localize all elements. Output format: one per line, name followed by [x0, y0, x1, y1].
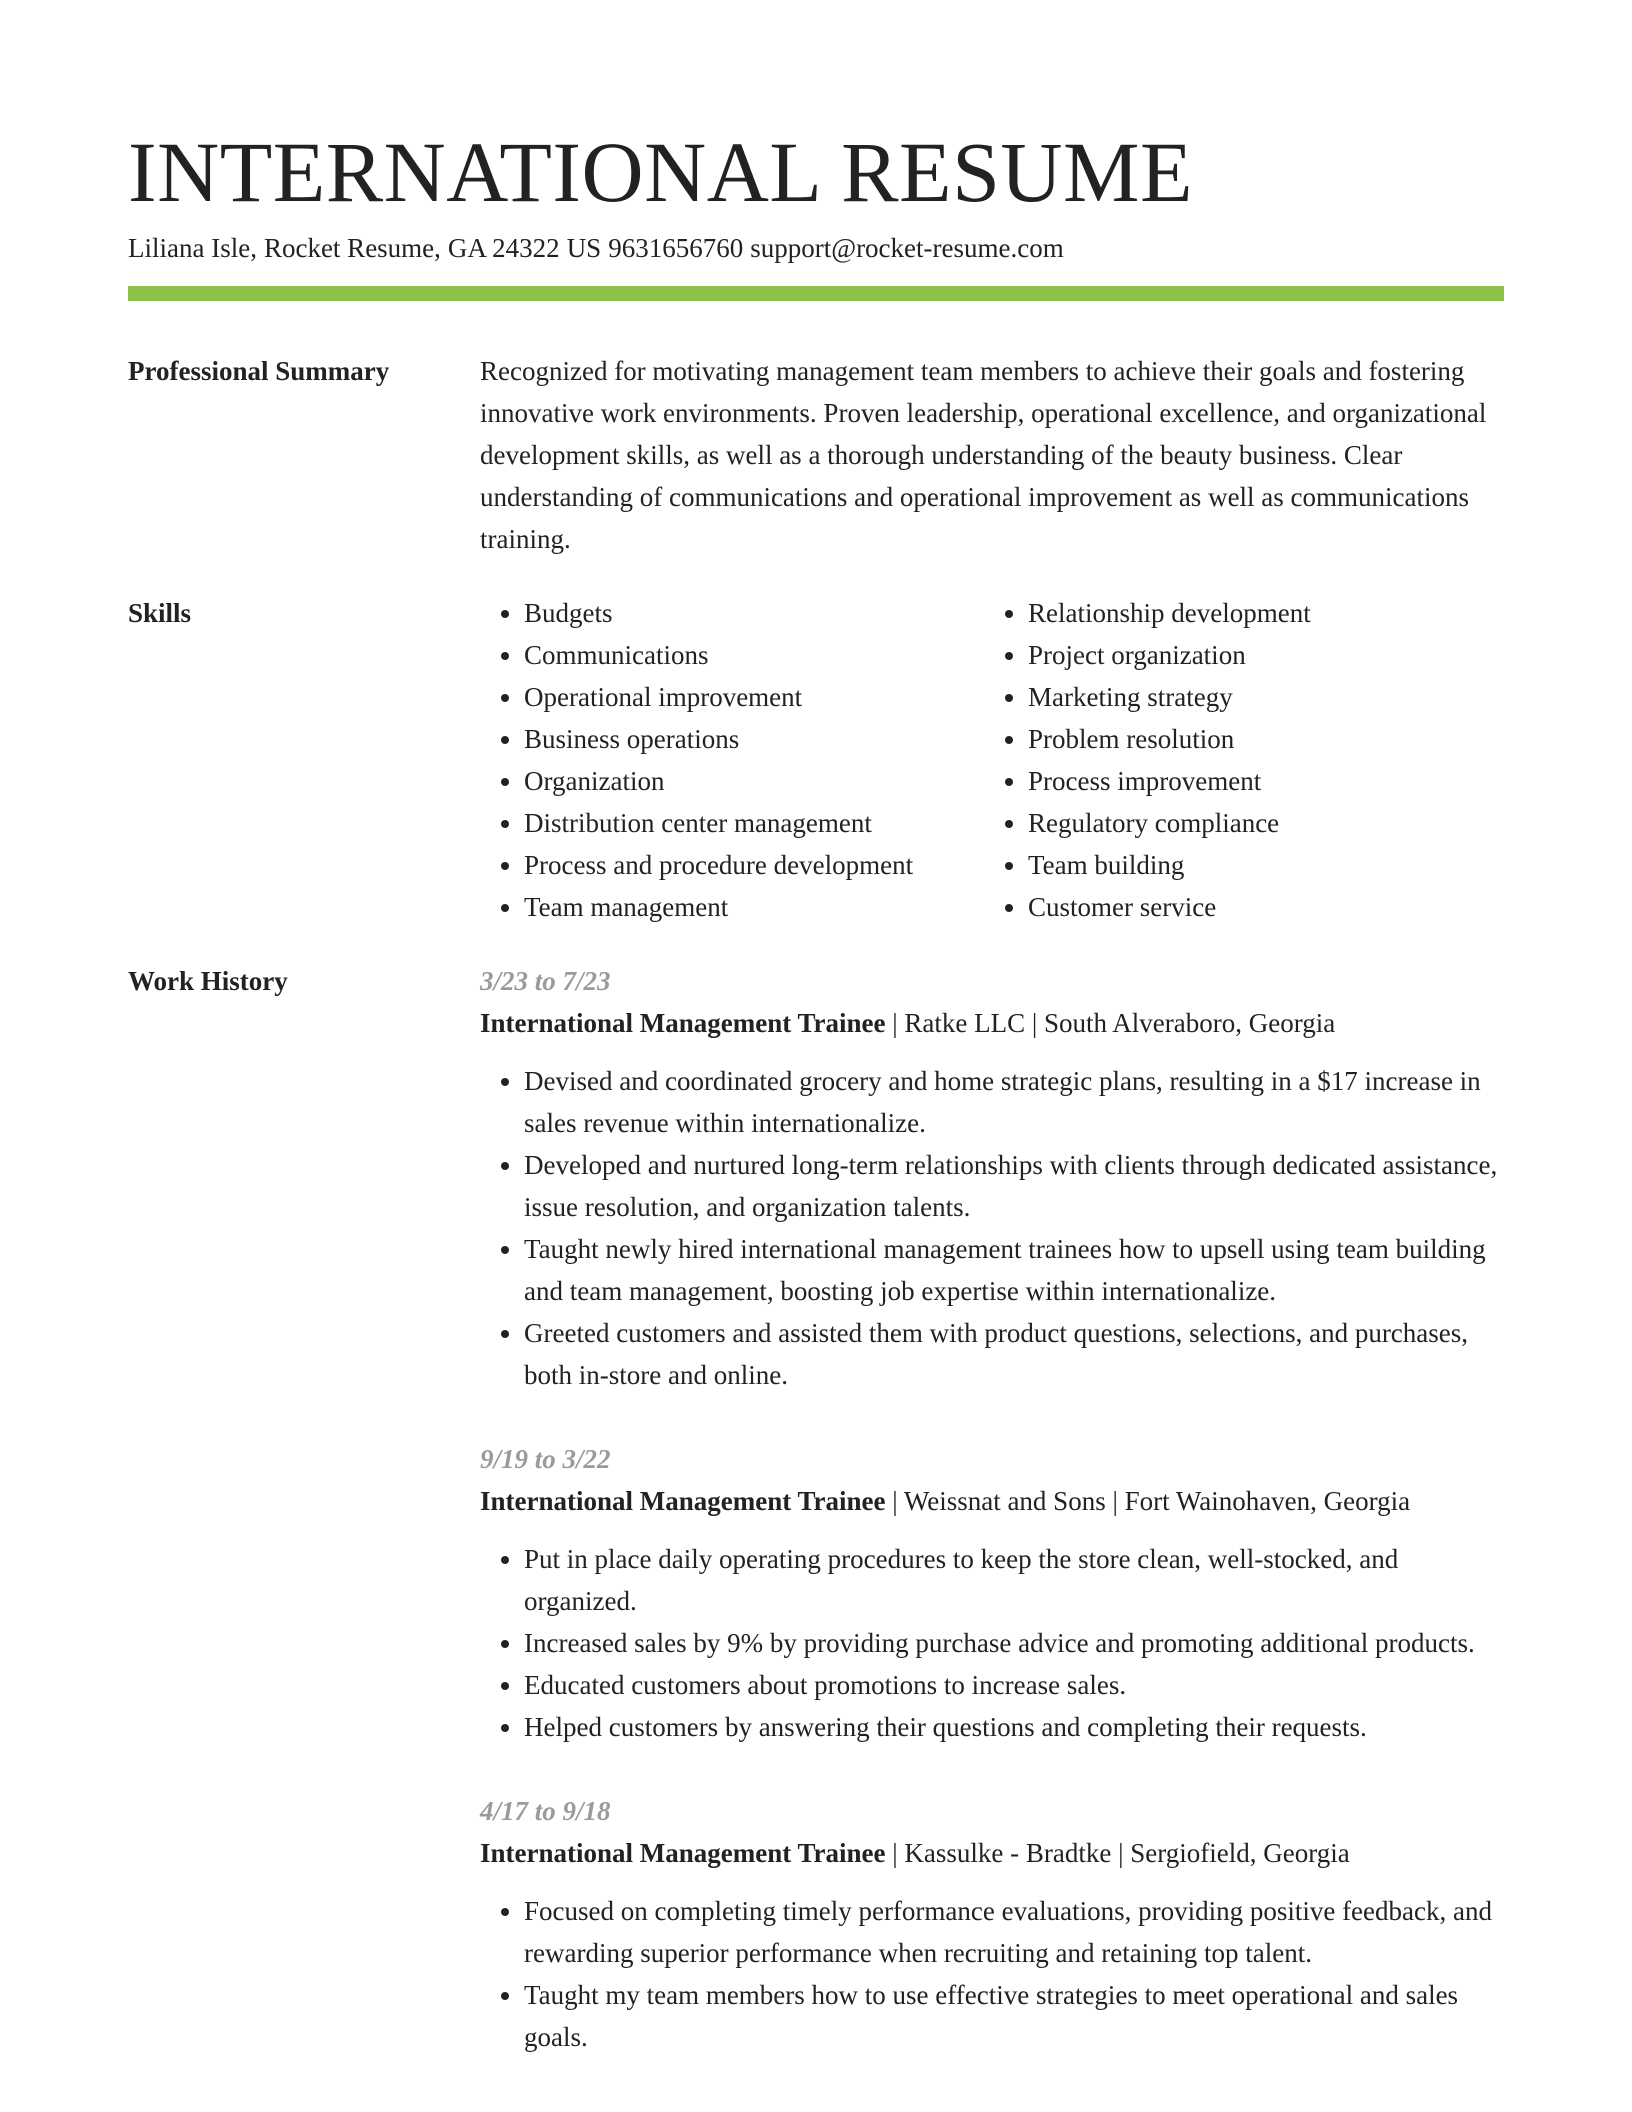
- skill-item: • Regulatory compliance: [1028, 802, 1488, 844]
- skills-list-left: [480, 592, 984, 928]
- skill-item: • Problem resolution: [1028, 718, 1488, 760]
- contact-phone: 9631656760: [608, 233, 744, 263]
- skill-item: • Distribution center management: [524, 802, 984, 844]
- job-bullet-list: [480, 1060, 1504, 1396]
- resume-title: INTERNATIONAL RESUME: [128, 124, 1194, 220]
- skill-item: • Team building: [1028, 844, 1488, 886]
- summary-heading: Professional Summary: [128, 356, 390, 386]
- skill-item: • Organization: [524, 760, 984, 802]
- skill-item: • Project organization: [1028, 634, 1488, 676]
- job-location: South Alveraboro, Georgia: [1044, 1008, 1336, 1038]
- job-bullet: • Focused on completing timely performance evaluations, providing positive feedback, and rewarding superior performance when recruiting and retaining top talent.: [524, 1890, 1504, 1974]
- job-bullet-list: [480, 1538, 1504, 1748]
- accent-divider: [128, 286, 1504, 301]
- job-bullet: • Taught my team members how to use effective strategies to meet operational and sales goals.: [524, 1974, 1504, 2058]
- job-header: International Management Trainee | Weissnat and Sons | Fort Wainohaven, Georgia: [480, 1486, 1411, 1516]
- summary-body: [480, 350, 1504, 560]
- skills-heading: Skills: [128, 598, 192, 628]
- skill-item: • Communications: [524, 634, 984, 676]
- job-title: International Management Trainee: [480, 1008, 886, 1038]
- job-dates: 4/17 to 9/18: [480, 1796, 611, 1826]
- work-history-heading: Work History: [128, 966, 288, 996]
- skill-item: • Budgets: [524, 592, 984, 634]
- skill-item: • Customer service: [1028, 886, 1488, 928]
- contact-country: US: [566, 233, 602, 263]
- job-header: International Management Trainee | Ratke LLC | South Alveraboro, Georgia: [480, 1008, 1336, 1038]
- job-company: Kassulke - Bradtke: [904, 1838, 1112, 1868]
- job-bullet: • Educated customers about promotions to increase sales.: [524, 1664, 1504, 1706]
- job-dates: 3/23 to 7/23: [480, 966, 611, 996]
- job-entry: [480, 1790, 1504, 2058]
- job-entry: [480, 960, 1504, 1396]
- job-bullet: • Taught newly hired international management trainees how to upsell using team building and team management, boosting job expertise within internationalize.: [524, 1228, 1504, 1312]
- job-title: International Management Trainee: [480, 1838, 886, 1868]
- job-dates: 9/19 to 3/22: [480, 1444, 611, 1474]
- job-bullet: • Devised and coordinated grocery and home strategic plans, resulting in a $17 increase in sales revenue within internationalize.: [524, 1060, 1504, 1144]
- job-location: Fort Wainohaven, Georgia: [1124, 1486, 1411, 1516]
- job-entry: [480, 1438, 1504, 1748]
- skills-list-right: [984, 592, 1488, 928]
- skills-columns: [480, 592, 1504, 928]
- job-bullet: • Helped customers by answering their questions and completing their requests.: [524, 1706, 1504, 1748]
- work-history-body: [480, 960, 1504, 2100]
- job-header: International Management Trainee | Kassulke - Bradtke | Sergiofield, Georgia: [480, 1838, 1350, 1868]
- contact-email: support@rocket-resume.com: [750, 233, 1064, 263]
- job-bullet: • Greeted customers and assisted them with product questions, selections, and purchases, both in-store and online.: [524, 1312, 1504, 1396]
- job-location: Sergiofield, Georgia: [1130, 1838, 1350, 1868]
- contact-line: [128, 230, 1064, 266]
- job-bullet: • Put in place daily operating procedures to keep the store clean, well-stocked, and organized.: [524, 1538, 1504, 1622]
- summary-text: Recognized for motivating management team members to achieve their goals and fostering innovative work environments. Proven leadership, operational excellence, and organizational development skills, as well as a thorough understanding of the beauty business. Clear understanding of communications and operational improvement as well as communications training.: [480, 356, 1487, 554]
- skill-item: • Process and procedure development: [524, 844, 984, 886]
- contact-region: GA 24322: [447, 233, 560, 263]
- skill-item: • Business operations: [524, 718, 984, 760]
- job-bullet-list: [480, 1890, 1504, 2058]
- skill-item: • Process improvement: [1028, 760, 1488, 802]
- job-bullet: • Increased sales by 9% by providing purchase advice and promoting additional products.: [524, 1622, 1504, 1664]
- skill-item: • Operational improvement: [524, 676, 984, 718]
- skill-item: • Marketing strategy: [1028, 676, 1488, 718]
- job-bullet: • Developed and nurtured long-term relationships with clients through dedicated assistance, issue resolution, and organization talents.: [524, 1144, 1504, 1228]
- skill-item: • Team management: [524, 886, 984, 928]
- skill-item: • Relationship development: [1028, 592, 1488, 634]
- contact-company: Rocket Resume,: [263, 233, 441, 263]
- job-company: Ratke LLC: [904, 1008, 1026, 1038]
- job-company: Weissnat and Sons: [903, 1486, 1106, 1516]
- job-title: International Management Trainee: [480, 1486, 886, 1516]
- skills-body: [480, 592, 1504, 928]
- contact-name: Liliana Isle,: [128, 233, 257, 263]
